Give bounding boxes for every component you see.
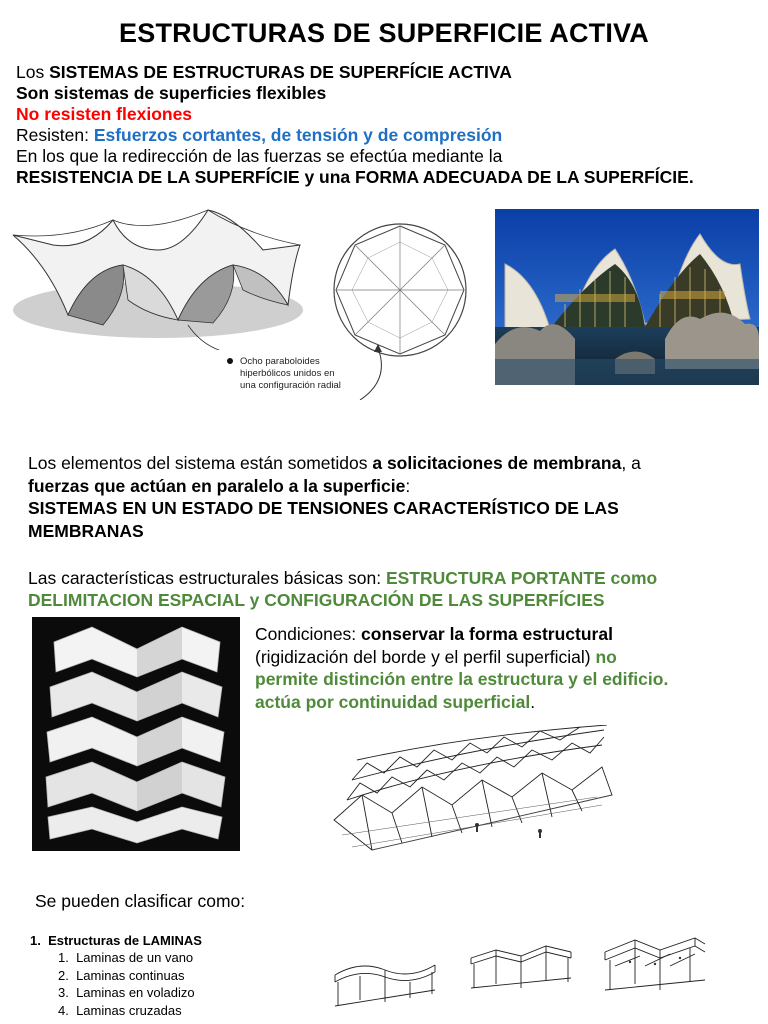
sublist-label: Laminas continuas bbox=[76, 967, 185, 983]
sublist-label: Laminas de un vano bbox=[76, 950, 194, 965]
membrane-text-3: : bbox=[405, 475, 411, 496]
intro-line-3: No resisten flexiones bbox=[16, 104, 193, 124]
intro-line1-bold: SISTEMAS DE ESTRUCTURAS DE SUPERFÍCIE ACTIVA bbox=[49, 62, 512, 82]
sublist bbox=[30, 949, 202, 1019]
characteristics-green-2: DELIMITACION ESPACIAL y CONFIGURACIÓN DE LAS SUPERFÍCIES bbox=[28, 590, 605, 610]
hypar-perspective-drawing bbox=[8, 205, 310, 350]
list-item-1 bbox=[30, 933, 202, 948]
figure-annotation bbox=[240, 356, 341, 392]
annotation-line-3: una configuración radial bbox=[240, 380, 341, 391]
lamina-sketch-continuous bbox=[466, 938, 576, 994]
conditions-paragraph bbox=[255, 623, 755, 713]
sublist-number: 4. bbox=[58, 1002, 69, 1018]
sublist-item bbox=[58, 949, 202, 967]
lamina-sketch-single-span bbox=[330, 950, 440, 1008]
conditions-end: . bbox=[530, 691, 536, 712]
characteristics-paragraph bbox=[28, 567, 758, 611]
classify-intro: Se pueden clasificar como: bbox=[35, 891, 246, 911]
list-item-1-number: 1. bbox=[30, 933, 41, 948]
membrane-bold-3: SISTEMAS EN UN ESTADO DE TENSIONES CARACTERÍSTICO DE LAS bbox=[28, 498, 619, 518]
conditions-green-3: actúa por continuidad superficial bbox=[255, 691, 531, 712]
lamina-sketch-cantilever bbox=[600, 932, 710, 994]
building-photo bbox=[495, 209, 759, 385]
intro-line-2: Son sistemas de superficies flexibles bbox=[16, 83, 327, 103]
membrane-bold-2: fuerzas que actúan en paralelo a la superficie bbox=[28, 475, 406, 496]
list-item-1-label: Estructuras de LAMINAS bbox=[48, 933, 202, 948]
conditions-bold: conservar la forma estructural bbox=[361, 624, 613, 644]
conditions-green-2: permite distinción entre la estructura y el edificio. bbox=[255, 669, 669, 689]
annotation-line-1: Ocho paraboloides bbox=[240, 356, 320, 367]
sublist-item bbox=[58, 967, 202, 985]
folded-paper-photo bbox=[32, 617, 240, 851]
characteristics-green-1: ESTRUCTURA PORTANTE como bbox=[385, 568, 658, 588]
intro-line-1 bbox=[16, 62, 766, 83]
intro-line-6: RESISTENCIA DE LA SUPERFÍCIE y una FORMA ADECUADA DE LA SUPERFÍCIE. bbox=[16, 167, 694, 187]
annotation-line-2: hiperbólicos unidos en bbox=[240, 368, 335, 379]
membrane-text-1: Los elementos del sistema están sometidos bbox=[28, 453, 373, 473]
conditions-prefix: Condiciones: bbox=[255, 624, 362, 644]
intro-line-5: En los que la redirección de las fuerzas se efectúa mediante la bbox=[16, 146, 503, 166]
sublist-item bbox=[58, 984, 202, 1002]
characteristics-text: Las características estructurales básicas son: bbox=[28, 568, 386, 588]
conditions-normal: (rigidización del borde y el perfil superficial) bbox=[255, 646, 596, 667]
sublist-item bbox=[58, 1002, 202, 1020]
membrane-paragraph bbox=[28, 452, 748, 542]
sublist-number: 1. bbox=[58, 950, 69, 965]
sublist-label: Laminas en voladizo bbox=[76, 985, 195, 1000]
membrane-text-2: , a bbox=[621, 453, 641, 473]
intro-line4-prefix: Resisten: bbox=[16, 125, 94, 145]
intro-line-4 bbox=[16, 125, 766, 146]
membrane-bold-4: MEMBRANAS bbox=[28, 520, 144, 541]
classification-list bbox=[30, 933, 202, 1019]
sublist-number: 2. bbox=[58, 967, 69, 983]
intro-line4-colored: Esfuerzos cortantes, de tensión y de compresión bbox=[93, 125, 503, 145]
sublist-label: Laminas cruzadas bbox=[76, 1002, 182, 1018]
sublist-number: 3. bbox=[58, 985, 69, 1000]
conditions-green-1: no bbox=[595, 646, 617, 667]
intro-line1-prefix: Los bbox=[16, 62, 50, 82]
membrane-bold-1: a solicitaciones de membrana bbox=[372, 453, 622, 473]
folded-plate-structure-drawing bbox=[332, 725, 614, 853]
intro-block bbox=[16, 62, 766, 188]
page-title: ESTRUCTURAS DE SUPERFICIE ACTIVA bbox=[119, 18, 649, 48]
